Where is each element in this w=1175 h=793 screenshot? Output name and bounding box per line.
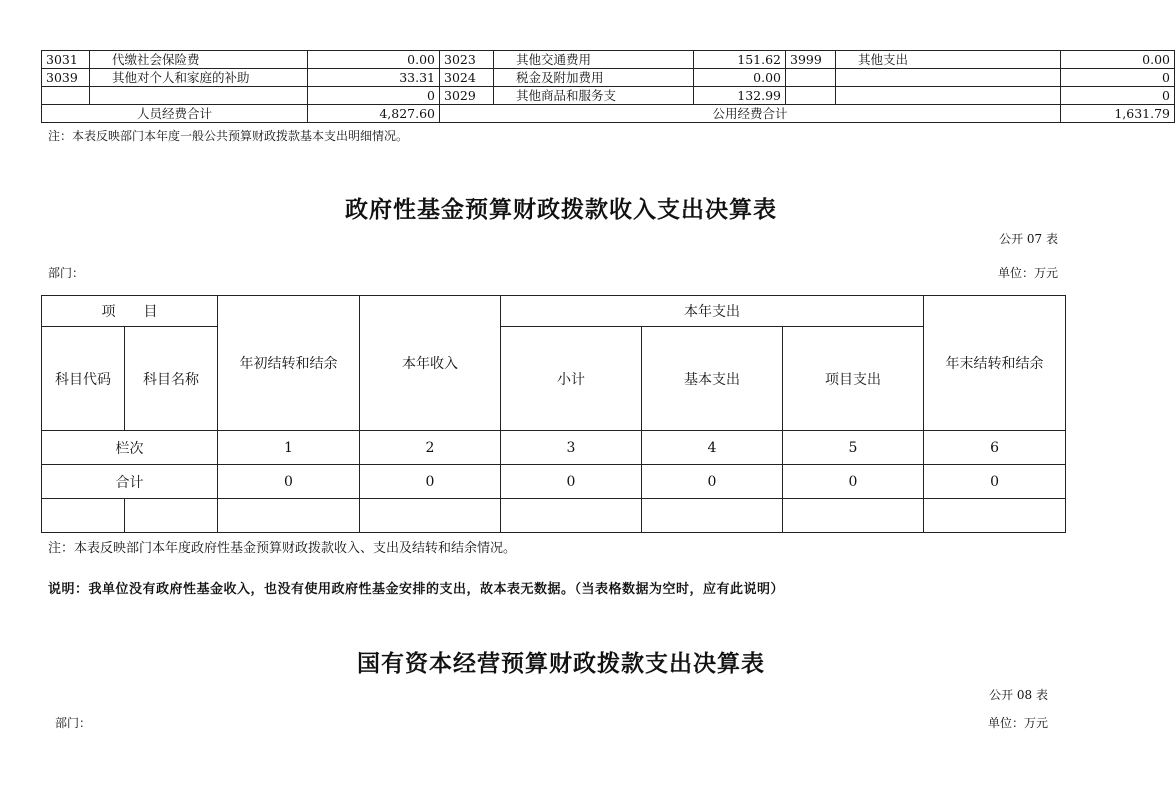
section2-dept-label: 部门： — [48, 266, 85, 280]
total-value: 0 — [642, 465, 783, 499]
cell-name: 其他商品和服务支 — [494, 87, 694, 105]
total-value: 0 — [924, 465, 1066, 499]
personnel-total-label: 人员经费合计 — [42, 105, 308, 123]
section3-form-no: 公开 08 表 — [989, 688, 1048, 702]
cell-name — [836, 69, 1061, 87]
col-number: 5 — [783, 431, 924, 465]
cell-amount: 0 — [1061, 69, 1175, 87]
header-code: 科目代码 — [42, 327, 125, 431]
section2-form-no: 公开 07 表 — [999, 232, 1058, 246]
cell-code: 3999 — [786, 51, 836, 69]
header-project: 项目支出 — [783, 327, 924, 431]
empty-row — [42, 499, 1066, 533]
empty-cell — [360, 499, 501, 533]
empty-cell — [125, 499, 218, 533]
cell-amount: 0 — [308, 87, 440, 105]
header-expense: 本年支出 — [501, 296, 924, 327]
header-opening: 年初结转和结余 — [218, 296, 360, 431]
cell-name: 代缴社会保险费 — [90, 51, 308, 69]
empty-cell — [501, 499, 642, 533]
cell-amount: 132.99 — [694, 87, 786, 105]
cell-name: 其他对个人和家庭的补助 — [90, 69, 308, 87]
cell-amount: 151.62 — [694, 51, 786, 69]
total-value: 0 — [360, 465, 501, 499]
gov-fund-table — [41, 295, 1066, 533]
empty-cell — [42, 499, 125, 533]
section2-explanation: 说明：我单位没有政府性基金收入，也没有使用政府性基金安排的支出，故本表无数据。（当表格数据为空时，应有此说明） — [48, 582, 785, 597]
cell-amount: 33.31 — [308, 69, 440, 87]
cell-name: 税金及附加费用 — [494, 69, 694, 87]
col-number: 1 — [218, 431, 360, 465]
cell-code — [786, 87, 836, 105]
cell-code: 3029 — [440, 87, 494, 105]
personnel-total-value: 4,827.60 — [308, 105, 440, 123]
total-value: 0 — [783, 465, 924, 499]
cell-code — [786, 69, 836, 87]
section2-note: 注：本表反映部门本年度政府性基金预算财政拨款收入、支出及结转和结余情况。 — [48, 541, 517, 556]
header-closing: 年末结转和结余 — [924, 296, 1066, 431]
section3-unit-label: 单位：万元 — [987, 716, 1048, 730]
cell-code: 3024 — [440, 69, 494, 87]
cell-amount: 0 — [1061, 87, 1175, 105]
section3-dept-label: 部门： — [55, 716, 92, 730]
total-value: 0 — [501, 465, 642, 499]
header-item: 项 目 — [42, 296, 218, 327]
cell-name — [90, 87, 308, 105]
cell-code: 3023 — [440, 51, 494, 69]
col-row-label: 栏次 — [42, 431, 218, 465]
cell-code: 3039 — [42, 69, 90, 87]
total-value: 0 — [218, 465, 360, 499]
empty-cell — [218, 499, 360, 533]
header-income: 本年收入 — [360, 296, 501, 431]
header-subtotal: 小计 — [501, 327, 642, 431]
column-number-row — [42, 431, 1066, 465]
section3-title: 国有资本经营预算财政拨款支出决算表 — [357, 650, 765, 677]
cell-code: 3031 — [42, 51, 90, 69]
col-number: 4 — [642, 431, 783, 465]
col-number: 3 — [501, 431, 642, 465]
total-row — [42, 465, 1066, 499]
section2-unit-label: 单位：万元 — [997, 266, 1058, 280]
public-total-value: 1,631.79 — [1061, 105, 1175, 123]
table-row — [42, 69, 1175, 87]
col-number: 2 — [360, 431, 501, 465]
cell-amount: 0.00 — [1061, 51, 1175, 69]
cell-code — [42, 87, 90, 105]
cell-amount: 0.00 — [694, 69, 786, 87]
header-basic: 基本支出 — [642, 327, 783, 431]
totals-row — [42, 105, 1175, 123]
basic-expense-detail-table — [41, 50, 1175, 123]
cell-name: 其他支出 — [836, 51, 1061, 69]
total-label: 合计 — [42, 465, 218, 499]
cell-name: 其他交通费用 — [494, 51, 694, 69]
public-total-label: 公用经费合计 — [440, 105, 1061, 123]
cell-amount: 0.00 — [308, 51, 440, 69]
empty-cell — [783, 499, 924, 533]
header-name: 科目名称 — [125, 327, 218, 431]
empty-cell — [924, 499, 1066, 533]
note-basic-expense: 注：本表反映部门本年度一般公共预算财政拨款基本支出明细情况。 — [48, 129, 409, 143]
table-row — [42, 51, 1175, 69]
table-row — [42, 87, 1175, 105]
section2-title: 政府性基金预算财政拨款收入支出决算表 — [345, 196, 777, 223]
empty-cell — [642, 499, 783, 533]
col-number: 6 — [924, 431, 1066, 465]
cell-name — [836, 87, 1061, 105]
